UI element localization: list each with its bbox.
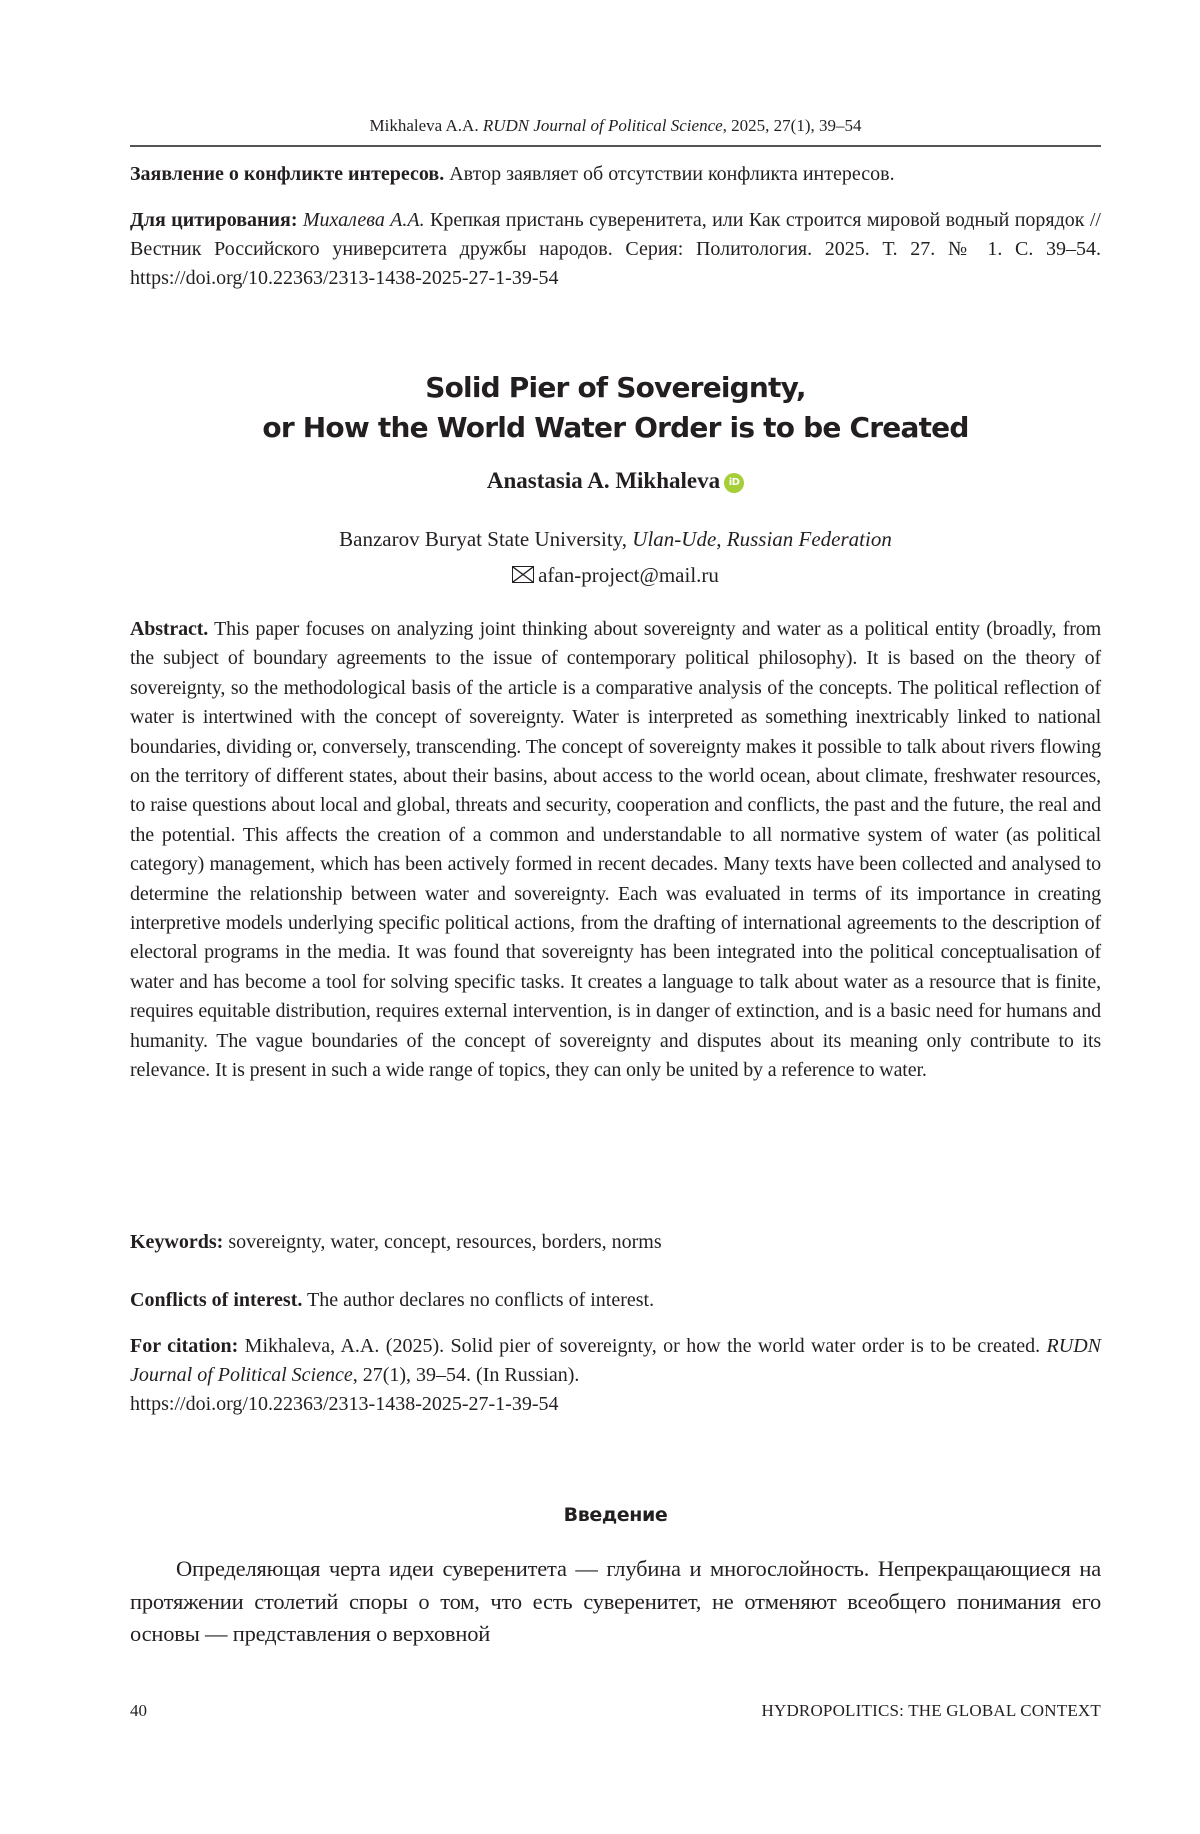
abstract-label: Abstract. <box>130 618 209 640</box>
footer-section-title: HYDROPOLITICS: THE GLOBAL CONTEXT <box>761 1701 1101 1720</box>
abstract <box>130 615 1101 1086</box>
citation-doi-link[interactable]: https://doi.org/10.22363/2313-1438-2025-27-1-39-54 <box>130 1393 559 1415</box>
email-link[interactable]: afan-project@mail.ru <box>538 563 719 587</box>
citation-text-before: Mikhaleva, A.A. (2025). Solid pier of sovereignty, or how the world water order is to be created. <box>238 1335 1047 1357</box>
page-number: 40 <box>130 1701 147 1720</box>
ru-conflict-label: Заявление о конфликте интересов. <box>130 163 445 185</box>
header-rule <box>130 145 1101 147</box>
affiliation-institution: Banzarov Buryat State University, <box>339 527 633 551</box>
citation-label: For citation: <box>130 1335 239 1357</box>
introduction-paragraph: Определяющая черта идеи суверенитета — глубина и многослойность. Непрекращающиеся на протяжении столетий споры о том, что есть суверенитет, не отменяют всеобщего понимания его основы — представления о верховной <box>130 1556 1101 1646</box>
conflicts-text: The author declares no conflicts of interest. <box>302 1289 655 1311</box>
running-head-author: Mikhaleva A.A. <box>369 116 479 135</box>
author <box>130 466 1101 496</box>
author-email <box>130 561 1101 589</box>
abstract-text: This paper focuses on analyzing joint thinking about sovereignty and water as a political entity (broadly, from the subject of boundary agreements to the issue of contemporary political philosophy). It is based on the theory of sovereignty, so the methodological basis of the article is a comparative analysis of the concepts. The political reflection of water is intertwined with the concept of sovereignty. Water is interpreted as something inextricably linked to national boundaries, dividing or, conversely, transcending. The concept of sovereignty makes it possible to talk about rivers flowing on the territory of different states, about their basins, about access to the world ocean, about climate, freshwater resources, to raise questions about local and global, threats and security, cooperation and conflicts, the past and the future, the real and the potential. This affects the creation of a common and understandable to all normative system of water (as political category) management, which has been actively formed in recent decades. Many texts have been collected and analysed to determine the relationship between water and sovereignty. Each was evaluated in terms of its importance in creating interpretive models underlying specific political actions, from the drafting of international agreements to the description of electoral programs in the media. It was found that sovereignty has been integrated into the political conceptualisation of water and has become a tool for solving specific tasks. It creates a language to talk about water as a resource that is finite, requires equitable distribution, requires external intervention, is in danger of extinction, and is a basic need for humans and humanity. The vague boundaries of the concept of sovereignty and disputes about its meaning only contribute to its relevance. It is present in such a wide range of topics, they can only be united by a reference to water. <box>130 618 1101 1082</box>
ru-citation-label: Для цитирования: <box>130 209 298 231</box>
keywords-text: sovereignty, water, concept, resources, borders, norms <box>223 1231 662 1253</box>
running-head-issue: , 2025, 27(1), 39–54 <box>722 116 862 135</box>
citation <box>130 1332 1101 1419</box>
ru-citation <box>130 206 1101 293</box>
ru-citation-text: Крепкая пристань суверенитета, или Как строится мировой водный порядок // Вестник Российского университета дружбы народов. Серия: Политология. 2025. Т. 27. № 1. С. 39–54. https://doi.org/10.22363/2313-1438-2025-27-1-39-54 <box>130 209 1101 289</box>
ru-citation-author: Михалева А.А. <box>297 209 425 231</box>
article-title-line1: Solid Pier of Sovereignty, <box>425 371 806 404</box>
affiliation <box>130 525 1101 553</box>
section-heading-introduction: Введение <box>563 1504 668 1526</box>
citation-journal: RUDN Journal of Political Science <box>130 1335 1101 1386</box>
keywords <box>130 1228 1101 1256</box>
conflicts-label: Conflicts of interest. <box>130 1289 303 1311</box>
envelope-icon <box>512 566 534 583</box>
keywords-label: Keywords: <box>130 1231 224 1253</box>
running-head <box>130 115 1101 137</box>
article-title <box>130 368 1101 448</box>
article-title-line2: or How the World Water Order is to be Created <box>262 411 969 444</box>
citation-text-after: , 27(1), 39–54. (In Russian). <box>352 1364 580 1386</box>
conflicts-of-interest <box>130 1286 1101 1314</box>
running-head-journal: RUDN Journal of Political Science <box>482 116 723 135</box>
affiliation-location: Ulan-Ude, Russian Federation <box>632 527 892 551</box>
orcid-icon[interactable]: iD <box>724 473 744 493</box>
author-name: Anastasia A. Mikhaleva <box>486 468 721 493</box>
ru-conflict-statement <box>130 160 1101 189</box>
ru-conflict-text: Автор заявляет об отсутствии конфликта интересов. <box>444 163 895 185</box>
